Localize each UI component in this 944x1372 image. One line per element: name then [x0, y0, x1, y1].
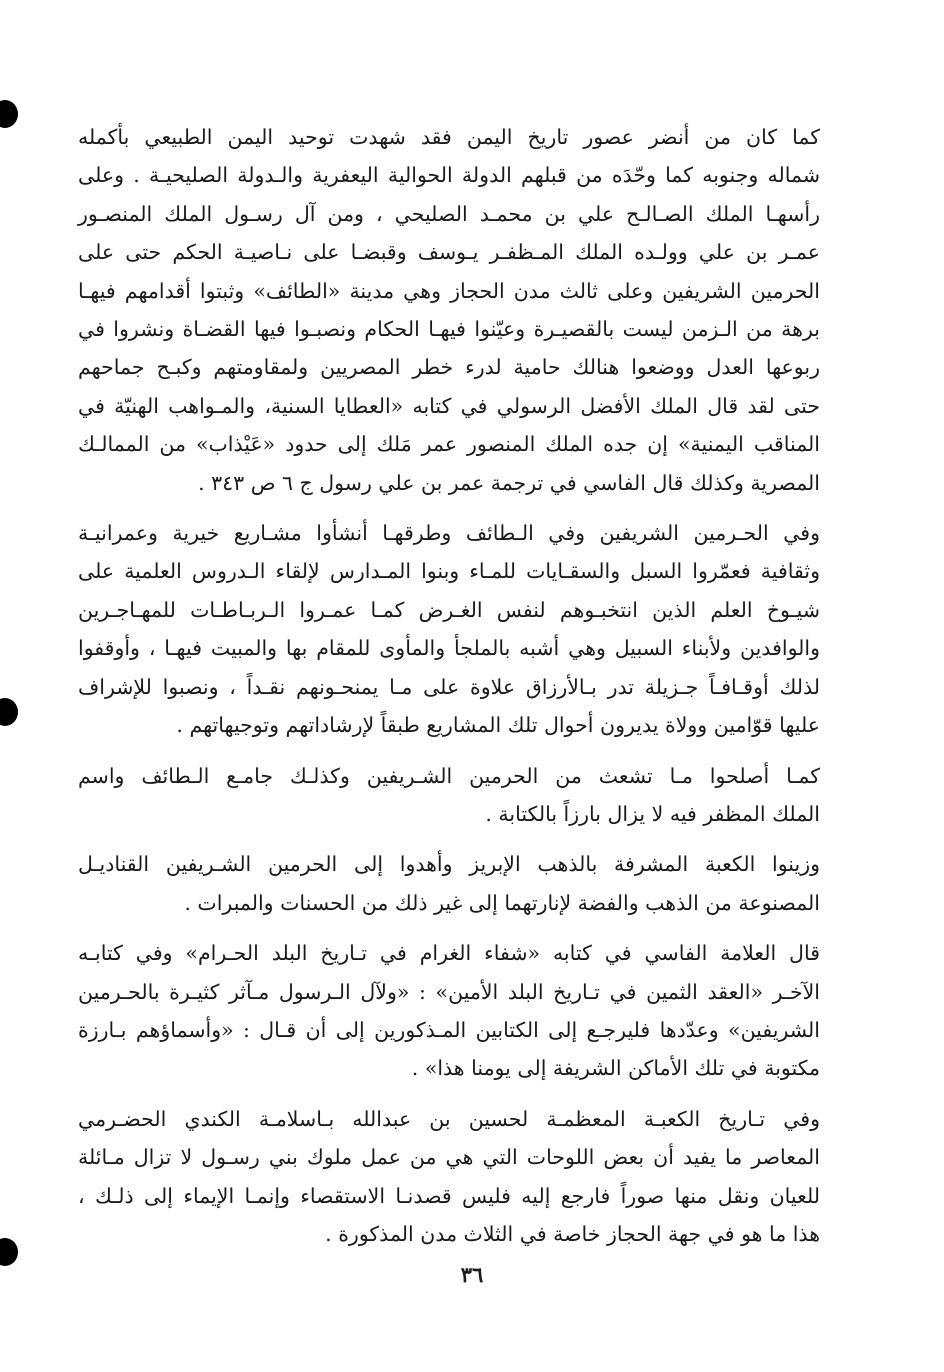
text-line: وثقافية فعمّروا السبل والسقـايات للمـاء وبنوا المـدارس لإلقاء الـدروس العلمية على — [78, 559, 820, 584]
paragraph — [78, 934, 820, 1088]
text-line: والوافدين ولأبناء السبيل وهي أشبه بالملجأ والمأوى للمقام بها والمبيت فيهـا ، وأوقفوا — [78, 636, 820, 661]
text-line: لذلك أوقـافـاً جـزيلة تدر بـالأرزاق علاوة على مـا يمنحـونهم نقـداً ، ونصبوا للإشراف — [78, 674, 820, 699]
text-line: وزينوا الكعبة المشرفة بالذهب الإبريز وأهدوا إلى الحرمين الشـريفين القناديـل — [78, 852, 820, 877]
text-line: مكتوبة في تلك الأماكن الشريفة إلى يومنا هذا» . — [411, 1056, 820, 1081]
body-text — [78, 118, 820, 1265]
text-line: المعاصر ما يفيد أن بعض اللوحات التي هي من عمل ملوك بني رسـول لا تزال مـائلة — [78, 1145, 820, 1170]
binding-hole-mark — [0, 100, 18, 128]
paragraph — [78, 1100, 820, 1254]
text-line: المصنوعة من الذهب والفضة لإنارتهما إلى غير ذلك من الحسنات والمبرات . — [184, 890, 820, 915]
text-line: الحرمين الشريفين وعلى ثالث مدن الحجاز وهي مدينة «الطائف» وثبتوا أقدامهم فيهـا — [78, 278, 820, 303]
binding-hole-mark — [0, 698, 18, 726]
text-line: شيـوخ العلم الذين انتخبـوهم لنفس الغـرض كمـا عمـروا الـربـاطـات للمهـاجـرين — [78, 597, 820, 622]
text-line: الآخـر «العقد الثمين في تـاريخ البلد الأمين» : «ولآل الـرسول مـآثر كثيـرة بالحـرمين — [78, 979, 820, 1004]
text-line: وفي تـاريخ الكعبـة المعظمـة لحسين بن عبدالله بـاسلامـة الكندي الحضـرمي — [78, 1106, 820, 1131]
text-line: الشريفين» وعدّدها فليرجـع إلى الكتابين المـذكورين إلى أن قـال : «وأسماؤهم بـارزة — [78, 1017, 820, 1042]
text-line: المناقب اليمنية» إن جده الملك المنصور عمر مَلك إلى حدود «عَيْذاب» من الممالـك — [78, 432, 820, 457]
text-line: للعيان ونقل منها صوراً فارجع إليه فليس قصدنـا الاستقصاء وإنمـا الإيماء إلى ذلـك ، — [78, 1183, 820, 1208]
text-line: حتى لقد قال الملك الأفضل الرسولي في كتابه «العطايا السنية، والمـواهب الهنيّة في — [78, 393, 820, 418]
text-line: رأسهـا الملك الصـالـح علي بن محمـد الصليحي ، ومن آل رسـول الملك المنصـور — [78, 201, 820, 226]
text-line: عمـر بن علي وولـده الملك المـظفـر يـوسف وقبضـا على نـاصيـة الحكم حتى على — [78, 240, 820, 265]
text-line: كما كان من أنضر عصور تاريخ اليمن فقد شهدت توحيد اليمن الطبيعي بأكمله — [78, 125, 820, 149]
text-line: عليها قوّامين وولاة يديرون أحوال تلك المشاريع طبقاً لإرشاداتهم وتوجيهاتهم . — [176, 713, 820, 738]
paragraph — [78, 845, 820, 922]
text-line: كمـا أصلحوا مـا تشعث من الحرمين الشـريفين وكذلـك جامـع الـطائف واسم — [78, 763, 820, 788]
text-line: برهة من الـزمن ليست بالقصيـرة وعيّنوا فيهـا الحكام ونصبـوا فيها القضـاة ونشروا في — [78, 317, 820, 342]
text-line: قال العلامة الفاسي في كتابه «شفاء الغرام في تـاريخ البلد الحـرام» وفي كتابـه — [78, 941, 820, 966]
paragraph — [78, 118, 820, 502]
text-line: هذا ما هو في جهة الحجاز خاصة في الثلاث مدن المذكورة . — [325, 1221, 820, 1246]
paragraph — [78, 514, 820, 744]
text-line: المصرية وكذلك قال الفاسي في ترجمة عمر بن علي رسول ج ٦ ص ٣٤٣ . — [198, 470, 820, 495]
text-line: ربوعها العدل ووضعوا هنالك حامية لدرء خطر المصريين ولمقاومتهم وكبـح جماحهم — [78, 355, 820, 380]
page-number: ٣٦ — [460, 1262, 484, 1287]
text-line: الملك المظفر فيه لا يزال بارزاً بالكتابة . — [485, 801, 820, 826]
paragraph — [78, 757, 820, 834]
text-line: وفي الحـرمين الشريفين وفي الـطائف وطرقهـا أنشأوا مشـاريع خيرية وعمرانيـة — [78, 521, 820, 546]
text-line: شماله وجنوبه كما وحّدَه من قبلهم الدولة الحوالية اليعفرية والـدولة الصليحيـة . وعلى — [78, 163, 820, 188]
